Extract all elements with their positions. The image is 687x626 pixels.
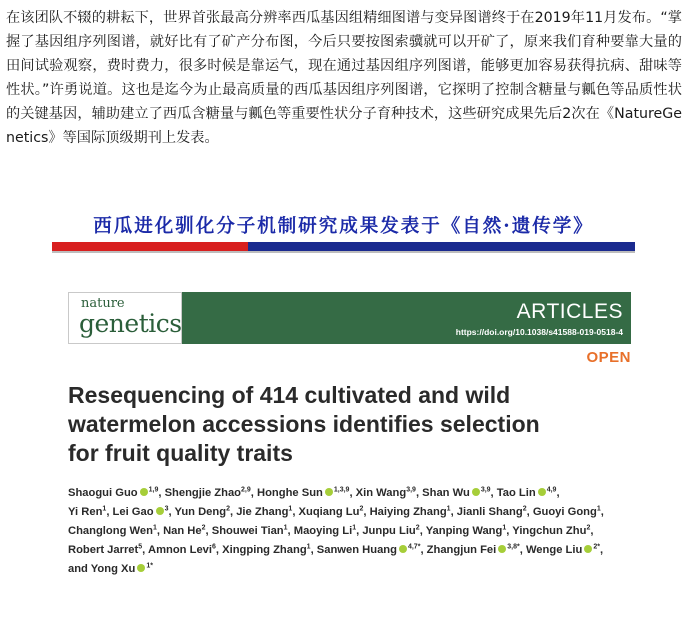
author-affiliation: 1 bbox=[102, 505, 107, 513]
author-separator: , bbox=[363, 506, 370, 518]
author-name[interactable] bbox=[496, 486, 560, 499]
author-separator: , bbox=[229, 506, 237, 518]
author-affiliation: 1 bbox=[352, 524, 357, 532]
author-separator: , bbox=[415, 487, 423, 499]
author-name[interactable] bbox=[212, 525, 288, 537]
orcid-icon[interactable] bbox=[325, 488, 333, 496]
author-name[interactable] bbox=[113, 506, 169, 518]
paper-title-line: for fruit quality traits bbox=[68, 440, 293, 466]
author-affiliation: 4,9 bbox=[546, 486, 557, 494]
author-affiliation: 2,9 bbox=[241, 486, 251, 494]
author-affiliation: 3 bbox=[164, 505, 169, 513]
author-line bbox=[68, 560, 628, 579]
author-name-text: and Yong Xu bbox=[68, 563, 136, 575]
author-name[interactable] bbox=[222, 544, 310, 556]
author-name-text: Yanping Wang bbox=[425, 525, 503, 537]
author-name-text: Maoying Li bbox=[293, 525, 353, 537]
banner-divider bbox=[52, 242, 635, 256]
author-separator: , bbox=[590, 525, 594, 537]
author-affiliation: 3,9 bbox=[406, 486, 416, 494]
author-separator: , bbox=[310, 544, 317, 556]
author-affiliation: 1 bbox=[306, 543, 311, 551]
author-separator: , bbox=[599, 544, 604, 556]
author-name-text: Guoyi Gong bbox=[532, 506, 597, 518]
author-name[interactable] bbox=[356, 487, 416, 499]
author-affiliation: 2* bbox=[593, 543, 600, 551]
author-line bbox=[68, 522, 628, 541]
doi-link[interactable]: https://doi.org/10.1038/s41588-019-0518-4 bbox=[455, 327, 623, 337]
author-separator: , bbox=[526, 506, 533, 518]
author-name-text: Jianli Shang bbox=[456, 506, 523, 518]
banner-red-bar bbox=[52, 242, 248, 251]
author-affiliation: 1 bbox=[152, 524, 157, 532]
orcid-icon[interactable] bbox=[399, 545, 407, 553]
author-name[interactable] bbox=[512, 525, 590, 537]
author-name-text: Wenge Liu bbox=[525, 544, 583, 556]
section-label: ARTICLES bbox=[516, 300, 623, 323]
author-separator: , bbox=[420, 544, 427, 556]
author-name-text: Xingping Zhang bbox=[222, 544, 307, 556]
orcid-icon[interactable] bbox=[472, 488, 480, 496]
author-name-text: Lei Gao bbox=[112, 506, 154, 518]
orcid-icon[interactable] bbox=[498, 545, 506, 553]
author-affiliation: 1,3,9 bbox=[333, 486, 350, 494]
author-separator: , bbox=[506, 525, 513, 537]
author-name[interactable] bbox=[422, 487, 490, 499]
paper-title bbox=[68, 381, 628, 468]
author-affiliation: 1,9 bbox=[148, 486, 159, 494]
author-separator: , bbox=[600, 506, 604, 518]
author-name[interactable] bbox=[426, 525, 507, 537]
author-name-text: Tao Lin bbox=[496, 487, 536, 499]
author-separator: , bbox=[292, 506, 299, 518]
author-name[interactable] bbox=[257, 487, 349, 499]
author-name[interactable] bbox=[526, 544, 600, 556]
author-line bbox=[68, 503, 628, 522]
author-affiliation: 5 bbox=[138, 543, 143, 551]
author-name-text: Shouwei Tian bbox=[211, 525, 284, 537]
author-separator: , bbox=[215, 544, 223, 556]
author-name[interactable] bbox=[148, 544, 216, 556]
author-name-text: Robert Jarret bbox=[68, 544, 139, 556]
author-line bbox=[68, 484, 628, 503]
author-name-text: Yun Deng bbox=[174, 506, 227, 518]
author-name[interactable] bbox=[362, 525, 419, 537]
author-name[interactable] bbox=[68, 487, 158, 499]
author-affiliation: 2 bbox=[415, 524, 420, 532]
author-name-text: Yi Ren bbox=[68, 506, 103, 518]
author-affiliation: 2 bbox=[522, 505, 527, 513]
author-name-text: Amnon Levi bbox=[147, 544, 213, 556]
author-affiliation: 1 bbox=[446, 505, 451, 513]
author-line bbox=[68, 541, 628, 560]
orcid-icon[interactable] bbox=[584, 545, 592, 553]
author-separator: , bbox=[419, 525, 426, 537]
banner-title: 西瓜进化驯化分子机制研究成果发表于《自然·遗传学》 bbox=[93, 216, 594, 237]
author-name[interactable] bbox=[236, 506, 292, 518]
author-separator: , bbox=[490, 487, 497, 499]
author-separator: , bbox=[142, 544, 148, 556]
author-name[interactable] bbox=[165, 487, 251, 499]
journal-header-bar bbox=[182, 292, 631, 344]
author-name[interactable] bbox=[68, 525, 157, 537]
journal-logo-nature: nature bbox=[81, 296, 125, 311]
author-name-text: Jie Zhang bbox=[236, 506, 289, 518]
author-name[interactable] bbox=[317, 544, 421, 556]
orcid-icon[interactable] bbox=[140, 488, 148, 496]
author-separator: , bbox=[356, 525, 363, 537]
author-name-text: Shengjie Zhao bbox=[164, 487, 242, 499]
author-affiliation: 1 bbox=[288, 505, 293, 513]
author-separator: , bbox=[250, 487, 257, 499]
author-name-text: Haiying Zhang bbox=[369, 506, 447, 518]
author-name[interactable] bbox=[163, 525, 205, 537]
author-name-text: Shan Wu bbox=[422, 487, 470, 499]
author-name-text: Xuqiang Lu bbox=[298, 506, 360, 518]
author-name-text: Nan He bbox=[163, 525, 202, 537]
author-affiliation: 1 bbox=[596, 505, 601, 513]
author-name-text: Zhangjun Fei bbox=[426, 544, 497, 556]
author-separator: , bbox=[450, 506, 457, 518]
author-affiliation: 1* bbox=[146, 562, 153, 570]
author-separator: , bbox=[158, 487, 165, 499]
author-name-text: Yingchun Zhu bbox=[512, 525, 587, 537]
author-name[interactable] bbox=[294, 525, 356, 537]
author-name-text: Honghe Sun bbox=[256, 487, 323, 499]
journal-logo bbox=[68, 292, 182, 344]
author-list bbox=[68, 484, 628, 579]
author-separator: , bbox=[205, 525, 212, 537]
author-affiliation: 6 bbox=[212, 543, 216, 551]
author-name[interactable] bbox=[299, 506, 364, 518]
author-name-text: Changlong Wen bbox=[68, 525, 153, 537]
orcid-icon[interactable] bbox=[538, 488, 546, 496]
author-affiliation: 1 bbox=[502, 524, 507, 532]
author-name-text: Xin Wang bbox=[355, 487, 407, 499]
banner-gray-rule bbox=[52, 251, 635, 253]
open-access-badge: OPEN bbox=[586, 349, 631, 366]
author-separator: , bbox=[349, 487, 356, 499]
banner-blue-bar bbox=[248, 242, 635, 251]
author-separator: , bbox=[106, 506, 113, 518]
author-affiliation: 1 bbox=[283, 524, 288, 532]
author-name[interactable] bbox=[427, 544, 520, 556]
author-separator: , bbox=[556, 487, 560, 499]
author-affiliation: 2 bbox=[586, 524, 591, 532]
orcid-icon[interactable] bbox=[137, 564, 145, 572]
intro-paragraph: 在该团队不辍的耕耘下，世界首张最高分辨率西瓜基因组精细图谱与变异图谱终于在2019年11月发布。“掌握了基因组序列图谱，就好比有了矿产分布图，今后只要按图索骥就可以开矿了，原来我们育种要靠大量的田间试验观察，费时费力，很多时候是靠运气，现在通过基因组序列图谱，能够更加容易获得抗病、甜味等性状。”许勇说道。这也是迄今为止最高质量的西瓜基因组序列图谱，它探明了控制含糖量与瓤色等品质性状的关键基因，辅助建立了西瓜含糖量与瓤色等重要性状分子育种技术，这些研究成果先后2次在《NatureGenetics》等国际顶级期刊上发表。 bbox=[6, 10, 682, 146]
author-affiliation: 4,7* bbox=[407, 543, 421, 551]
author-name[interactable] bbox=[174, 506, 230, 518]
author-name-text: Sanwen Huang bbox=[316, 544, 397, 556]
author-name-text: Shaogui Guo bbox=[68, 487, 138, 499]
author-separator: , bbox=[168, 506, 175, 518]
journal-logo-genetics: genetics bbox=[79, 309, 182, 338]
author-affiliation: 3,9 bbox=[480, 486, 491, 494]
paper-title-line: Resequencing of 414 cultivated and wild bbox=[68, 382, 511, 408]
author-name[interactable] bbox=[68, 563, 153, 575]
author-separator: , bbox=[519, 544, 526, 556]
author-affiliation: 2 bbox=[359, 505, 364, 513]
author-name-text: Junpu Liu bbox=[362, 525, 416, 537]
author-name[interactable] bbox=[68, 544, 142, 556]
author-affiliation: 3,8* bbox=[507, 543, 520, 551]
author-name[interactable] bbox=[533, 506, 601, 518]
author-separator: , bbox=[287, 525, 294, 537]
orcid-icon[interactable] bbox=[156, 507, 164, 515]
author-separator: , bbox=[156, 525, 164, 537]
author-name[interactable] bbox=[68, 506, 106, 518]
author-name[interactable] bbox=[457, 506, 527, 518]
author-affiliation: 2 bbox=[201, 524, 206, 532]
paper-title-line: watermelon accessions identifies selection bbox=[68, 411, 540, 437]
author-name[interactable] bbox=[370, 506, 451, 518]
author-affiliation: 2 bbox=[226, 505, 230, 513]
